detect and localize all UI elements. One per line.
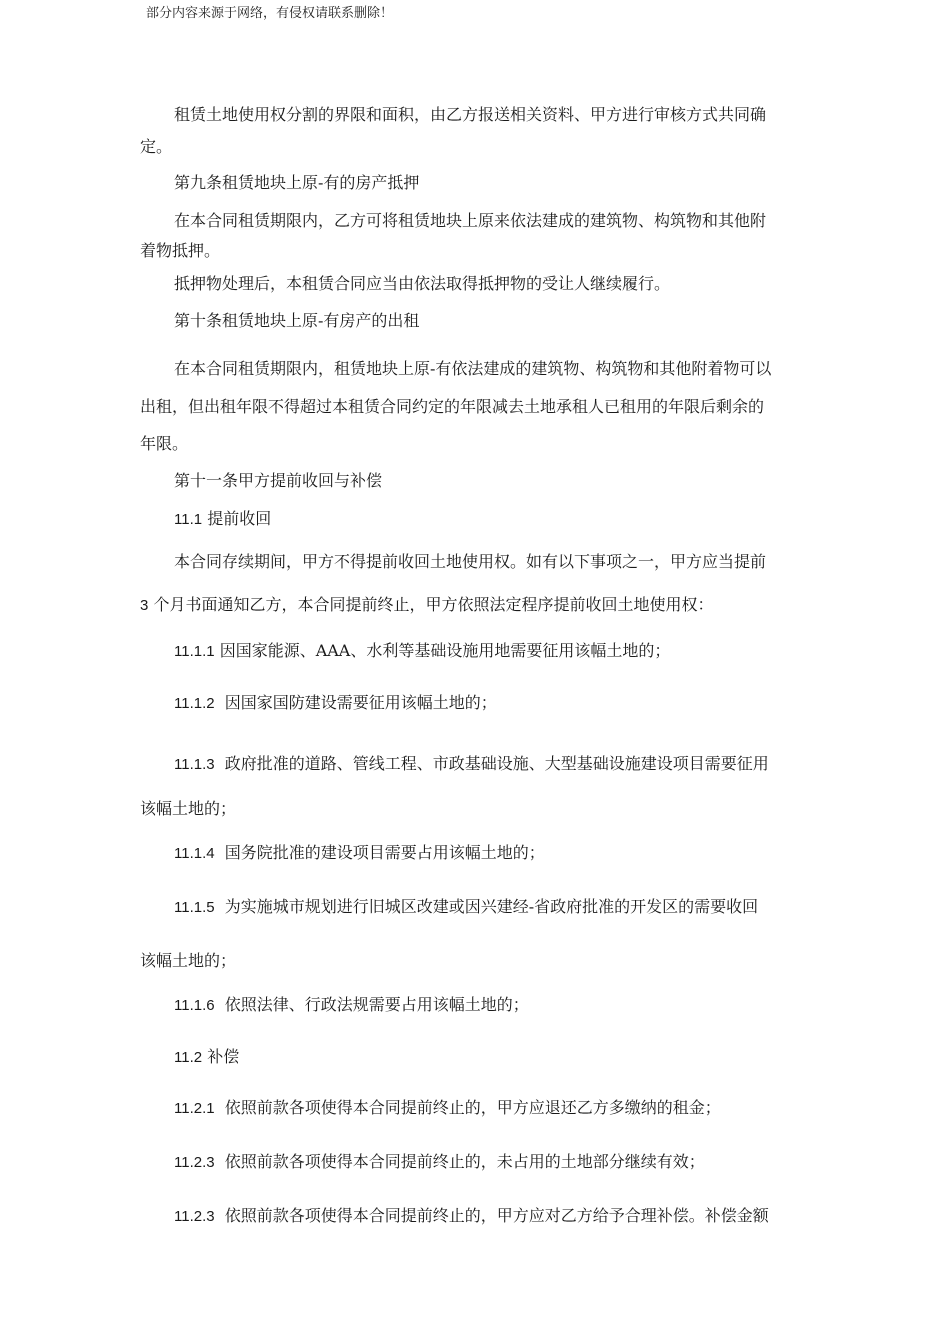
copyright-notice: 部分内容来源于网络，有侵权请联系删除！ xyxy=(146,6,394,21)
item-number: 11.1.5 xyxy=(174,899,215,916)
paragraph-line: 在本合同租赁期限内，乙方可将租赁地块上原来依法建成的建筑物、构筑物和其他附 xyxy=(174,211,767,230)
list-item xyxy=(174,896,854,919)
item-text: 因国家国防建设需要征用该幅土地的； xyxy=(224,693,497,712)
section-11-2-heading xyxy=(174,1046,854,1069)
list-item xyxy=(174,842,854,865)
list-item-continuation: 该幅土地的； xyxy=(140,951,237,970)
list-item xyxy=(174,1205,854,1228)
item-text: 国务院批准的建设项目需要占用该幅土地的； xyxy=(224,843,545,862)
item-text: 政府批准的道路、管线工程、市政基础设施、大型基础设施建设项目需要征用 xyxy=(224,754,769,773)
item-number: 11.1.3 xyxy=(174,756,215,773)
list-item-continuation: 该幅土地的； xyxy=(140,799,237,818)
paragraph-text: 个月书面通知乙方，本合同提前终止，甲方依照法定程序提前收回土地使用权： xyxy=(153,595,714,614)
paragraph-line xyxy=(140,594,820,617)
item-text: 依照前款各项使得本合同提前终止的，未占用的土地部分继续有效； xyxy=(224,1152,705,1171)
paragraph-line: 本合同存续期间，甲方不得提前收回土地使用权。如有以下事项之一，甲方应当提前 xyxy=(174,552,767,571)
item-number: 11.1.4 xyxy=(174,845,215,862)
article-11-title: 第十一条甲方提前收回与补偿 xyxy=(174,471,383,490)
paragraph-line: 定。 xyxy=(140,137,173,156)
section-number: 11.1 xyxy=(174,511,203,528)
article-10-title: 第十条租赁地块上原-有房产的出租 xyxy=(174,311,420,330)
list-item xyxy=(174,753,854,776)
item-number: 11.2.3 xyxy=(174,1154,215,1171)
paragraph-line: 抵押物处理后，本租赁合同应当由依法取得抵押物的受让人继续履行。 xyxy=(174,274,671,293)
item-number: 11.1.6 xyxy=(174,997,215,1014)
item-number: 11.1.1 xyxy=(174,643,215,660)
paragraph-line: 在本合同租赁期限内，租赁地块上原-有依法建成的建筑物、构筑物和其他附着物可以 xyxy=(174,359,772,378)
list-item xyxy=(174,692,854,715)
item-text: 依照前款各项使得本合同提前终止的，甲方应退还乙方多缴纳的租金； xyxy=(224,1098,721,1117)
item-text: 依照法律、行政法规需要占用该幅土地的； xyxy=(224,995,529,1014)
list-item xyxy=(174,640,854,663)
item-text: 依照前款各项使得本合同提前终止的，甲方应对乙方给予合理补偿。补偿金额 xyxy=(224,1206,769,1225)
item-number: 11.2.1 xyxy=(174,1100,215,1117)
item-text: 因国家能源、AAA、水利等基础设施用地需要征用该幅土地的； xyxy=(219,641,671,660)
article-9-title: 第九条租赁地块上原-有的房产抵押 xyxy=(174,173,420,192)
paragraph-line: 年限。 xyxy=(140,434,189,453)
section-label: 提前收回 xyxy=(207,509,272,528)
paragraph-line: 着物抵押。 xyxy=(140,241,221,260)
paragraph-line: 租赁土地使用权分割的界限和面积，由乙方报送相关资料、甲方进行审核方式共同确 xyxy=(174,105,767,124)
item-number: 11.2.3 xyxy=(174,1208,215,1225)
section-number: 11.2 xyxy=(174,1049,203,1066)
paragraph-line: 出租，但出租年限不得超过本租赁合同约定的年限减去土地承租人已租用的年限后剩余的 xyxy=(140,397,765,416)
list-item xyxy=(174,1151,854,1174)
section-label: 补偿 xyxy=(207,1047,240,1066)
list-item xyxy=(174,1097,854,1120)
list-item xyxy=(174,994,854,1017)
item-text: 为实施城市规划进行旧城区改建或因兴建经-省政府批准的开发区的需要收回 xyxy=(224,897,759,916)
inline-number: 3 xyxy=(140,597,149,614)
item-number: 11.1.2 xyxy=(174,695,215,712)
section-11-1-heading xyxy=(174,508,854,531)
